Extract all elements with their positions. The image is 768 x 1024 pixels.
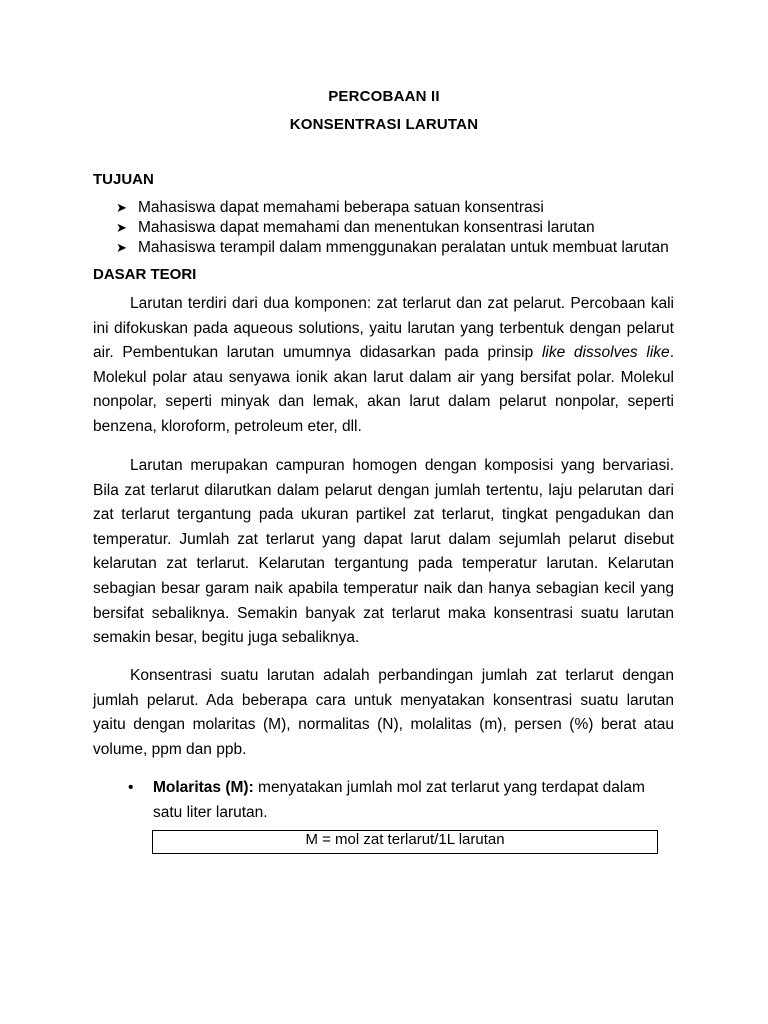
list-item-text: Mahasiswa terampil dalam mmenggunakan peralatan untuk membuat larutan: [138, 239, 669, 256]
paragraph-3-text: Konsentrasi suatu larutan adalah perbandingan jumlah zat terlarut dengan jumlah pelarut. Ada beberapa cara untuk menyatakan konsentrasi suatu larutan yaitu dengan molaritas (M), normalitas (N), molalitas (m), persen (%) berat atau volume, ppm dan ppb.: [93, 667, 674, 758]
list-item: [116, 238, 669, 258]
paragraph-1-text: Larutan terdiri dari dua komponen: zat terlarut dan zat pelarut. Percobaan kali ini difokuskan pada aqueous solutions, yaitu larutan yang terbentuk dengan pelarut air. Pembentukan larutan umumnya didasarkan pada prinsip: [93, 295, 674, 362]
arrowhead-bullet-icon: ➤: [116, 220, 127, 235]
paragraph-2: [93, 454, 674, 651]
document-title: PERCOBAAN II: [328, 88, 440, 105]
formula-box: M = mol zat terlarut/1L larutan: [152, 830, 658, 854]
section-heading-dasar-teori: DASAR TEORI: [93, 266, 197, 283]
list-item-text: Mahasiswa dapat memahami dan menentukan konsentrasi larutan: [138, 219, 595, 236]
section-heading-tujuan: TUJUAN: [93, 171, 154, 188]
goals-list: [116, 198, 669, 258]
paragraph-1-italic: like dissolves like: [541, 344, 670, 362]
paragraph-3: [93, 664, 674, 762]
document-subtitle: KONSENTRASI LARUTAN: [289, 116, 479, 133]
arrowhead-bullet-icon: ➤: [116, 240, 127, 255]
bullet-term: Molaritas (M):: [153, 779, 254, 796]
list-item: [116, 198, 669, 218]
round-bullet-icon: •: [128, 779, 134, 796]
list-item: [116, 218, 669, 238]
paragraph-1: [93, 292, 674, 440]
paragraph-2-text: Larutan merupakan campuran homogen dengan komposisi yang bervariasi. Bila zat terlarut dilarutkan dalam pelarut dengan jumlah tertentu, laju pelarutan dari zat terlarut tergantung pada ukuran partikel zat terlarut, tingkat pengadukan dan temperatur. Jumlah zat terlarut yang dapat larut dalam sejumlah pelarut disebut kelarutan zat terlarut. Kelarutan tergantung pada temperatur larutan. Kelarutan sebagian besar garam naik apabila temperatur naik dan hanya sebagian kecil yang bersifat sebaliknya. Semakin banyak zat terlarut maka konsentrasi suatu larutan semakin besar, begitu juga sebaliknya.: [93, 457, 674, 647]
list-item-text: Mahasiswa dapat memahami beberapa satuan konsentrasi: [138, 199, 544, 216]
paragraph-1-text-end: . Molekul polar atau senyawa ionik akan larut dalam air yang bersifat polar. Molekul nonpolar, seperti minyak dan lemak, akan larut dalam pelarut nonpolar, seperti benzena, kloroform, petroleum eter, dll.: [93, 344, 674, 435]
molaritas-bullet-item: [128, 776, 674, 825]
bullet-text: menyatakan jumlah mol zat terlarut yang terdapat dalam satu liter larutan.: [153, 779, 645, 821]
arrowhead-bullet-icon: ➤: [116, 200, 127, 215]
